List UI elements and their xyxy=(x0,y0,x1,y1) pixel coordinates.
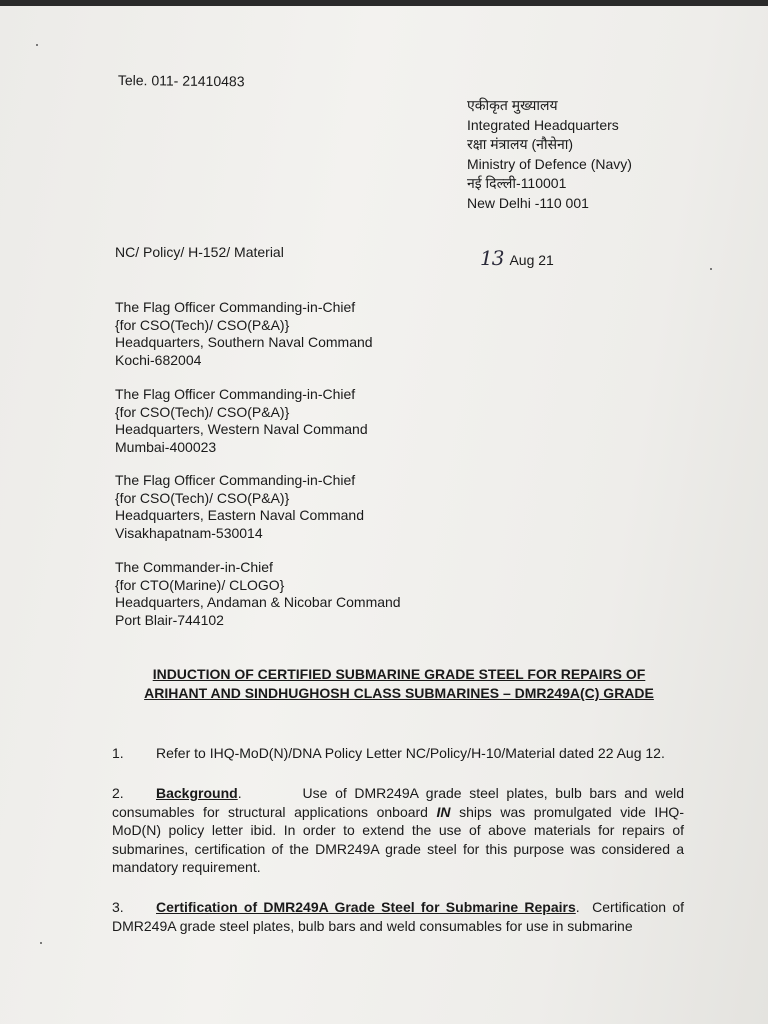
letter-date xyxy=(480,246,554,270)
file-reference: NC/ Policy/ H-152/ Material xyxy=(115,244,284,260)
addressee-line: The Flag Officer Commanding-in-Chief xyxy=(115,299,356,315)
subject-heading xyxy=(100,665,698,703)
paragraph-number: 3. xyxy=(112,899,124,915)
paper-speck xyxy=(710,268,712,270)
addressee-line: {for CTO(Marine)/ CLOGO} xyxy=(115,576,285,593)
hq-line-hindi-1: एकीकृत मुख्यालय xyxy=(467,97,558,113)
paragraph-number: 2. xyxy=(112,785,124,801)
paragraph-number: 1. xyxy=(112,745,124,761)
addressee-line: Kochi-682004 xyxy=(115,351,202,368)
addressee-andaman-nicobar xyxy=(115,559,401,629)
paragraph-text: Refer to IHQ-MoD(N)/DNA Policy Letter NC/Policy/H-10/Material dated 22 Aug 12. xyxy=(156,745,665,761)
hq-line-ministry: Ministry of Defence (Navy) xyxy=(467,155,632,172)
addressee-line: Headquarters, Southern Naval Command xyxy=(115,334,373,350)
addressee-line: {for CSO(Tech)/ CSO(P&A)} xyxy=(115,316,290,333)
hq-line-hindi-2: रक्षा मंत्रालय (नौसेना) xyxy=(467,136,574,152)
paragraph-3 xyxy=(112,898,688,935)
addressee-line: The Flag Officer Commanding-in-Chief xyxy=(115,472,356,488)
addressee-line: {for CSO(Tech)/ CSO(P&A)} xyxy=(115,489,290,506)
subject-line-1: INDUCTION OF CERTIFIED SUBMARINE GRADE STEEL FOR REPAIRS OF xyxy=(152,666,646,682)
paper-speck xyxy=(36,44,38,46)
paragraph-heading: Background xyxy=(156,785,238,801)
paragraph-text: . Use of DMR249A grade steel plates, bulb bars and weld consumables for structural applications onboard xyxy=(112,785,688,820)
addressee-line: Headquarters, Andaman & Nicobar Command xyxy=(115,594,401,610)
addressee-line: Visakhapatnam-530014 xyxy=(115,524,263,541)
headquarters-address-block xyxy=(467,96,632,213)
paragraph-text-continued: ships was promulgated vide IHQ-MoD(N) policy letter ibid. In order to extend the use of above materials for repairs of submarines, certification of the DMR249A grade steel for this purpose was considered a mandatory requirement. xyxy=(112,803,684,875)
addressee-line: Headquarters, Western Naval Command xyxy=(115,421,368,437)
addressee-line: The Commander-in-Chief xyxy=(115,559,273,575)
addressee-line: Mumbai-400023 xyxy=(115,438,217,455)
subject-line-2: ARIHANT AND SINDHUGHOSH CLASS SUBMARINES – DMR249A(C) GRADE xyxy=(144,685,654,701)
addressee-southern xyxy=(115,299,373,369)
addressee-line: Port Blair-744102 xyxy=(115,611,224,628)
hq-line-integrated-headquarters: Integrated Headquarters xyxy=(467,116,619,133)
date-month-year: Aug 21 xyxy=(509,252,554,268)
addressee-line: {for CSO(Tech)/ CSO(P&A)} xyxy=(115,403,290,420)
addressee-line: The Flag Officer Commanding-in-Chief xyxy=(115,386,356,402)
paragraph-emphasis: IN xyxy=(436,803,451,820)
paper-speck xyxy=(40,942,42,944)
addressee-western xyxy=(115,386,368,456)
telephone-number: Tele. 011- 21410483 xyxy=(117,72,245,90)
paragraph-text: . Certification of DMR249A grade steel plates, bulb bars and weld consumables for use in submarine xyxy=(112,899,688,934)
addressee-eastern xyxy=(115,472,364,542)
paragraph-2 xyxy=(112,784,688,877)
paragraph-1 xyxy=(112,744,684,763)
hq-line-hindi-3: नई दिल्ली-110001 xyxy=(467,175,567,191)
hq-line-city: New Delhi -110 001 xyxy=(467,194,589,211)
document-page xyxy=(0,6,768,1024)
paragraph-heading: Certification of DMR249A Grade Steel for Submarine Repairs xyxy=(156,899,576,915)
handwritten-day: 13 xyxy=(480,246,504,270)
addressee-line: Headquarters, Eastern Naval Command xyxy=(115,507,365,523)
